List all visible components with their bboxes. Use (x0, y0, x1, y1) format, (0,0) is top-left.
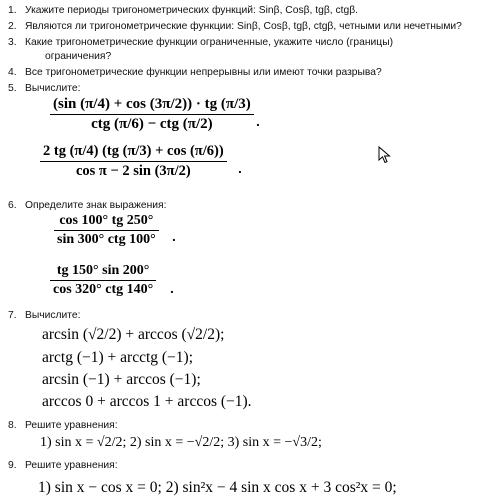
task-number: 3. (8, 37, 17, 48)
task-number: 7. (8, 310, 17, 321)
fraction-6a (54, 213, 159, 248)
expression-7-1: arcsin (√2/2) + arccos (√2/2); (42, 326, 225, 343)
fraction-bar (50, 280, 156, 281)
task-2 (8, 21, 462, 33)
fraction-denominator: cos π − 2 sin (3π/2) (75, 163, 191, 180)
expression-7-3: arcsin (−1) + arccos (−1); (42, 371, 201, 388)
task-text: Решите уравнения: (25, 460, 118, 471)
task-1 (8, 5, 358, 17)
fraction-numerator: (sin (π/4) + cos (3π/2)) · tg (π/3) (53, 96, 251, 112)
task-number: 6. (8, 200, 17, 211)
expression-7-4: arccos 0 + arccos 1 + arccos (−1). (42, 393, 252, 410)
expression-7-2: arctg (−1) + arcctg (−1); (42, 349, 194, 366)
task-text: Решите уравнения: (25, 420, 118, 431)
task-5 (8, 83, 80, 95)
task-text: Определите знак выражения: (25, 200, 167, 211)
task-number: 4. (8, 67, 17, 78)
fraction-numerator: tg 150° sin 200° (56, 263, 150, 278)
task-number: 1. (8, 5, 17, 16)
fraction-bar (50, 114, 254, 115)
task-text: Какие тригонометрические функции ограниченные, укажите число (границы) (25, 37, 394, 48)
task-text: Укажите периоды тригонометрических функций: Sinβ, Cosβ, tgβ, ctgβ. (25, 5, 358, 16)
task-number: 9. (8, 460, 17, 471)
equations-8: 1) sin x = √2/2; 2) sin x = −√2/2; 3) sin x = −√3/2; (40, 435, 322, 450)
fraction-denominator: cos 320° ctg 140° (53, 282, 154, 298)
task-3-continuation: ограничения? (45, 51, 112, 62)
fraction-numerator: cos 100° tg 250° (59, 213, 154, 228)
task-8 (8, 420, 118, 432)
task-9 (8, 460, 118, 472)
period: . (256, 113, 260, 129)
task-6 (8, 200, 166, 212)
fraction-bar (40, 161, 227, 162)
task-number: 8. (8, 420, 17, 431)
fraction-denominator: ctg (π/6) − ctg (π/2) (91, 116, 213, 133)
fraction-bar (54, 230, 159, 231)
mouse-cursor-icon (378, 146, 392, 164)
task-number: 5. (8, 83, 17, 94)
period: . (170, 280, 174, 296)
period: . (238, 160, 242, 176)
period: . (172, 228, 176, 244)
task-4 (8, 67, 382, 79)
fraction-5b (40, 143, 227, 180)
task-text: Вычислите: (25, 83, 81, 94)
task-number: 2. (8, 21, 17, 32)
task-text: Являются ли тригонометрические функции: Sinβ, Cosβ, tgβ, ctgβ, четными или нечетными? (25, 21, 462, 32)
task-text: Все тригонометрические функции непрерывны или имеют точки разрыва? (25, 67, 382, 78)
fraction-6b (50, 263, 156, 298)
fraction-5a (50, 96, 254, 133)
task-text: Вычислите: (25, 310, 81, 321)
task-3 (8, 37, 393, 49)
fraction-numerator: 2 tg (π/4) (tg (π/3) + cos (π/6)) (43, 143, 224, 159)
equations-9: 1) sin x − cos x = 0; 2) sin²x − 4 sin x cos x + 3 cos²x = 0; (38, 479, 397, 496)
fraction-denominator: sin 300° ctg 100° (57, 232, 156, 248)
task-7 (8, 310, 80, 322)
